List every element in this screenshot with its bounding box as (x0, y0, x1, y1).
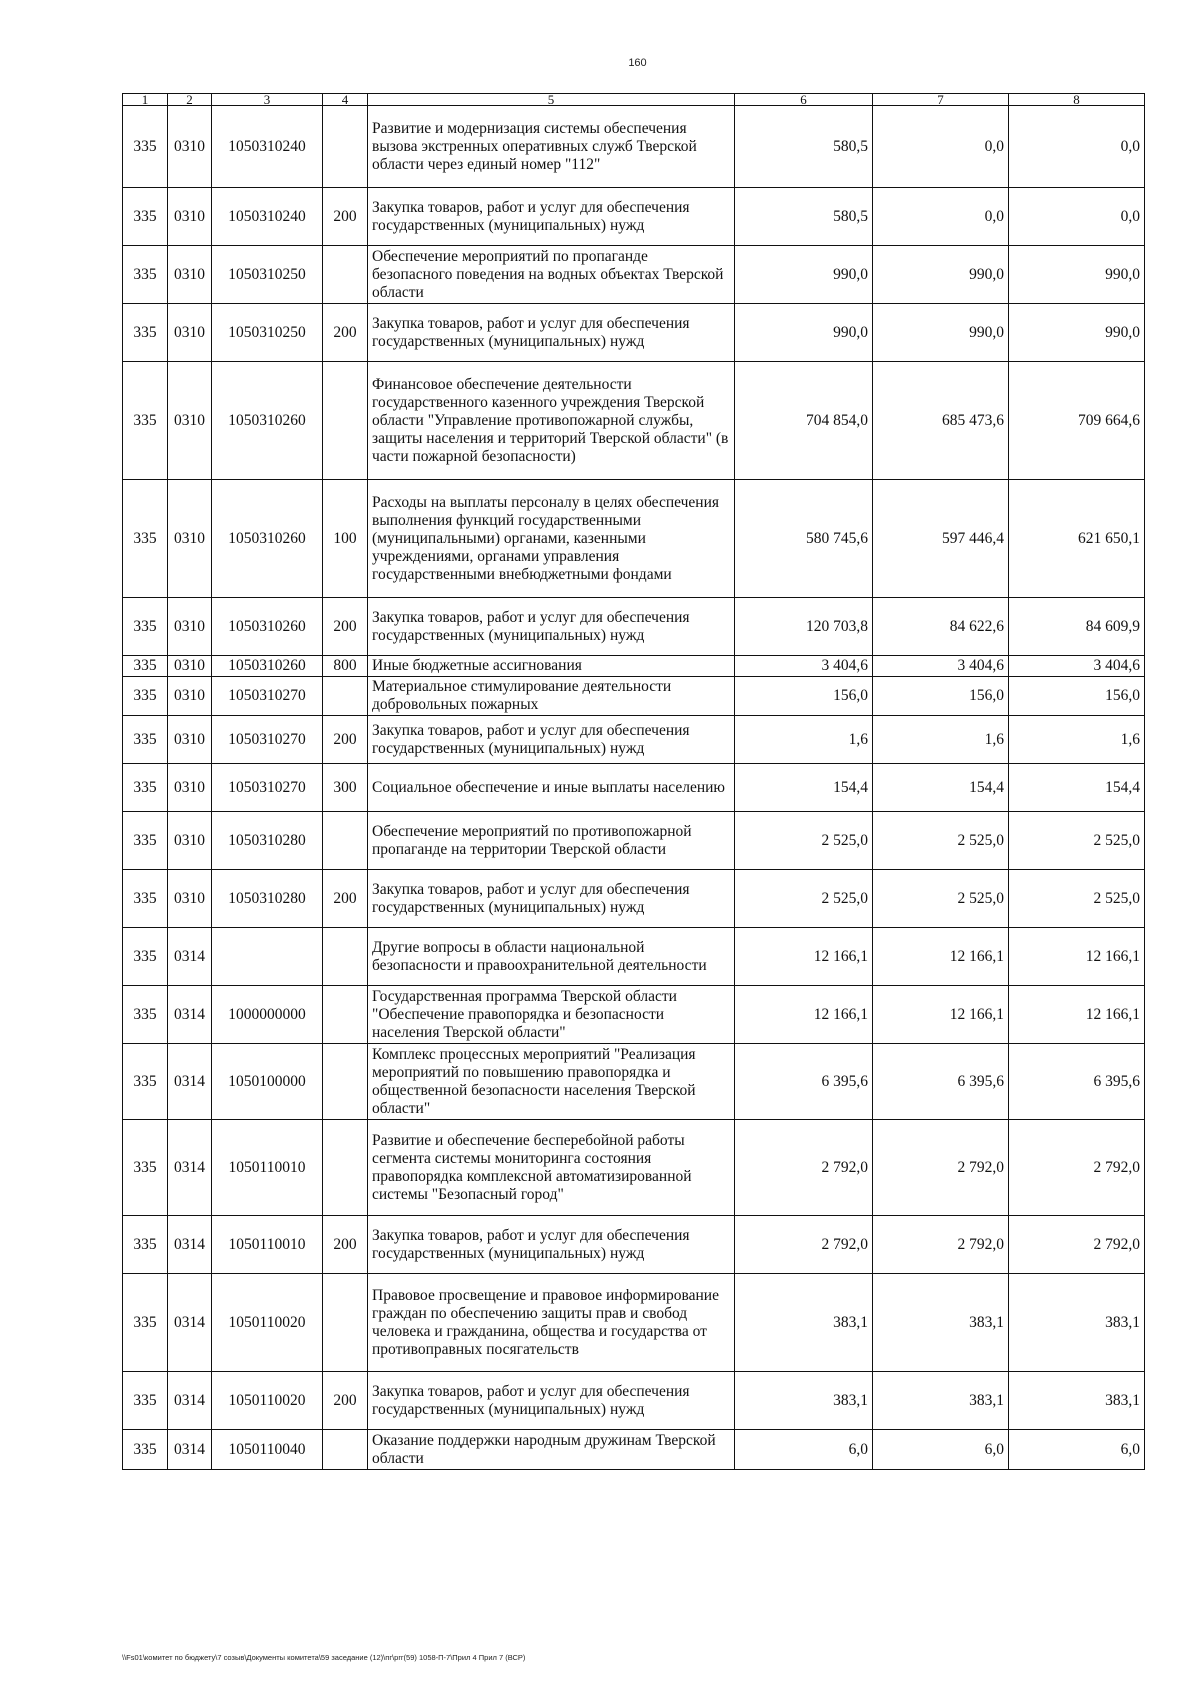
cell-expense-type: 200 (323, 598, 368, 656)
cell-target-article: 1050310250 (212, 304, 323, 362)
column-header: 6 (735, 94, 873, 106)
cell-section-code: 0310 (168, 598, 212, 656)
cell-expense-type (323, 106, 368, 188)
cell-section-code: 0314 (168, 1216, 212, 1274)
cell-description: Обеспечение мероприятий по противопожарной пропаганде на территории Тверской области (368, 812, 735, 870)
table-row (123, 480, 1145, 598)
table-row (123, 1372, 1145, 1430)
cell-amount-year-2: 990,0 (873, 246, 1009, 304)
cell-amount-year-3: 2 792,0 (1009, 1120, 1145, 1216)
cell-expense-type: 300 (323, 764, 368, 812)
cell-expense-type (323, 812, 368, 870)
cell-expense-type: 800 (323, 656, 368, 677)
cell-description: Закупка товаров, работ и услуг для обеспечения государственных (муниципальных) нужд (368, 598, 735, 656)
cell-target-article: 1050310270 (212, 677, 323, 716)
cell-amount-year-2: 2 525,0 (873, 870, 1009, 928)
budget-table (122, 93, 1145, 1470)
cell-description: Закупка товаров, работ и услуг для обеспечения государственных (муниципальных) нужд (368, 870, 735, 928)
cell-section-code: 0314 (168, 1044, 212, 1120)
cell-ministry-code: 335 (123, 656, 168, 677)
column-header: 4 (323, 94, 368, 106)
cell-ministry-code: 335 (123, 870, 168, 928)
cell-ministry-code: 335 (123, 986, 168, 1044)
cell-description: Финансовое обеспечение деятельности государственного казенного учреждения Тверской области "Управление противопожарной службы, защиты населения и территорий Тверской области" (в части пожарной безопасности) (368, 362, 735, 480)
cell-amount-year-1: 383,1 (735, 1372, 873, 1430)
table-row (123, 1120, 1145, 1216)
cell-amount-year-2: 2 792,0 (873, 1120, 1009, 1216)
cell-description: Закупка товаров, работ и услуг для обеспечения государственных (муниципальных) нужд (368, 1216, 735, 1274)
table-row (123, 246, 1145, 304)
cell-amount-year-2: 0,0 (873, 188, 1009, 246)
cell-target-article: 1050310280 (212, 812, 323, 870)
table-row (123, 986, 1145, 1044)
cell-section-code: 0310 (168, 106, 212, 188)
table-row (123, 188, 1145, 246)
table-row (123, 716, 1145, 764)
cell-description: Закупка товаров, работ и услуг для обеспечения государственных (муниципальных) нужд (368, 716, 735, 764)
cell-section-code: 0310 (168, 812, 212, 870)
cell-description: Иные бюджетные ассигнования (368, 656, 735, 677)
cell-section-code: 0310 (168, 716, 212, 764)
cell-amount-year-3: 621 650,1 (1009, 480, 1145, 598)
cell-expense-type: 100 (323, 480, 368, 598)
cell-target-article: 1050110020 (212, 1372, 323, 1430)
cell-amount-year-1: 12 166,1 (735, 986, 873, 1044)
cell-section-code: 0314 (168, 928, 212, 986)
cell-amount-year-2: 3 404,6 (873, 656, 1009, 677)
table-row (123, 362, 1145, 480)
cell-section-code: 0310 (168, 246, 212, 304)
table-row (123, 106, 1145, 188)
cell-amount-year-2: 6,0 (873, 1430, 1009, 1470)
column-header: 2 (168, 94, 212, 106)
cell-amount-year-3: 156,0 (1009, 677, 1145, 716)
cell-description: Материальное стимулирование деятельности добровольных пожарных (368, 677, 735, 716)
table-row (123, 656, 1145, 677)
cell-target-article: 1050310240 (212, 106, 323, 188)
cell-amount-year-2: 2 525,0 (873, 812, 1009, 870)
cell-section-code: 0310 (168, 188, 212, 246)
cell-section-code: 0314 (168, 1430, 212, 1470)
table-row (123, 1430, 1145, 1470)
cell-expense-type (323, 1120, 368, 1216)
cell-target-article: 1050110010 (212, 1120, 323, 1216)
cell-expense-type (323, 362, 368, 480)
header-row (123, 94, 1145, 106)
cell-amount-year-1: 990,0 (735, 304, 873, 362)
cell-ministry-code: 335 (123, 1044, 168, 1120)
cell-expense-type: 200 (323, 1372, 368, 1430)
cell-amount-year-1: 704 854,0 (735, 362, 873, 480)
column-header: 1 (123, 94, 168, 106)
cell-ministry-code: 335 (123, 1372, 168, 1430)
cell-ministry-code: 335 (123, 928, 168, 986)
cell-amount-year-1: 2 525,0 (735, 812, 873, 870)
table-row (123, 1274, 1145, 1372)
cell-amount-year-2: 383,1 (873, 1274, 1009, 1372)
cell-amount-year-1: 2 792,0 (735, 1120, 873, 1216)
cell-amount-year-3: 709 664,6 (1009, 362, 1145, 480)
cell-expense-type (323, 928, 368, 986)
cell-amount-year-2: 0,0 (873, 106, 1009, 188)
cell-expense-type (323, 1044, 368, 1120)
cell-amount-year-2: 597 446,4 (873, 480, 1009, 598)
cell-ministry-code: 335 (123, 1430, 168, 1470)
cell-amount-year-2: 6 395,6 (873, 1044, 1009, 1120)
cell-ministry-code: 335 (123, 677, 168, 716)
cell-ministry-code: 335 (123, 598, 168, 656)
cell-expense-type (323, 1430, 368, 1470)
cell-amount-year-3: 12 166,1 (1009, 986, 1145, 1044)
cell-expense-type (323, 677, 368, 716)
cell-expense-type: 200 (323, 1216, 368, 1274)
cell-description: Правовое просвещение и правовое информирование граждан по обеспечению защиты прав и свобод человека и гражданина, общества и государства от противоправных посягательств (368, 1274, 735, 1372)
cell-section-code: 0314 (168, 1120, 212, 1216)
cell-ministry-code: 335 (123, 1274, 168, 1372)
cell-amount-year-1: 580 745,6 (735, 480, 873, 598)
cell-ministry-code: 335 (123, 362, 168, 480)
cell-amount-year-2: 990,0 (873, 304, 1009, 362)
table-row (123, 677, 1145, 716)
cell-section-code: 0314 (168, 1372, 212, 1430)
cell-amount-year-1: 3 404,6 (735, 656, 873, 677)
cell-target-article: 1000000000 (212, 986, 323, 1044)
cell-section-code: 0314 (168, 1274, 212, 1372)
cell-target-article: 1050110010 (212, 1216, 323, 1274)
footer-file-path: \\Fs01\комитет по бюджету\7 созыв\Документы комитета\59 заседание (12)\пг\prг(59) 1058-П-7\Прил 4 Прил 7 (ВСР) (122, 1653, 526, 1662)
cell-ministry-code: 335 (123, 716, 168, 764)
cell-description: Оказание поддержки народным дружинам Тверской области (368, 1430, 735, 1470)
cell-expense-type (323, 986, 368, 1044)
cell-amount-year-3: 84 609,9 (1009, 598, 1145, 656)
cell-amount-year-3: 3 404,6 (1009, 656, 1145, 677)
cell-amount-year-3: 0,0 (1009, 188, 1145, 246)
cell-amount-year-2: 685 473,6 (873, 362, 1009, 480)
cell-description: Закупка товаров, работ и услуг для обеспечения государственных (муниципальных) нужд (368, 304, 735, 362)
cell-target-article: 1050310280 (212, 870, 323, 928)
cell-target-article: 1050310270 (212, 716, 323, 764)
cell-ministry-code: 335 (123, 480, 168, 598)
cell-description: Развитие и обеспечение бесперебойной работы сегмента системы мониторинга состояния правопорядка комплексной автоматизированной системы "Безопасный город" (368, 1120, 735, 1216)
cell-section-code: 0310 (168, 677, 212, 716)
table-row (123, 1044, 1145, 1120)
cell-target-article: 1050310260 (212, 362, 323, 480)
table-row (123, 304, 1145, 362)
cell-ministry-code: 335 (123, 1120, 168, 1216)
cell-section-code: 0310 (168, 656, 212, 677)
page-number: 160 (628, 57, 647, 69)
cell-amount-year-3: 990,0 (1009, 304, 1145, 362)
cell-target-article (212, 928, 323, 986)
cell-amount-year-1: 990,0 (735, 246, 873, 304)
cell-target-article: 1050310270 (212, 764, 323, 812)
cell-ministry-code: 335 (123, 764, 168, 812)
column-header: 5 (368, 94, 735, 106)
cell-section-code: 0310 (168, 764, 212, 812)
cell-ministry-code: 335 (123, 188, 168, 246)
cell-expense-type: 200 (323, 304, 368, 362)
cell-amount-year-2: 1,6 (873, 716, 1009, 764)
cell-section-code: 0314 (168, 986, 212, 1044)
column-header: 7 (873, 94, 1009, 106)
cell-amount-year-2: 12 166,1 (873, 986, 1009, 1044)
cell-amount-year-3: 383,1 (1009, 1274, 1145, 1372)
cell-amount-year-1: 6,0 (735, 1430, 873, 1470)
cell-amount-year-1: 156,0 (735, 677, 873, 716)
cell-target-article: 1050110040 (212, 1430, 323, 1470)
cell-amount-year-3: 2 525,0 (1009, 812, 1145, 870)
cell-amount-year-1: 2 525,0 (735, 870, 873, 928)
cell-amount-year-3: 2 792,0 (1009, 1216, 1145, 1274)
cell-amount-year-2: 84 622,6 (873, 598, 1009, 656)
table-row (123, 812, 1145, 870)
cell-target-article: 1050110020 (212, 1274, 323, 1372)
cell-amount-year-3: 154,4 (1009, 764, 1145, 812)
cell-section-code: 0310 (168, 870, 212, 928)
cell-amount-year-3: 1,6 (1009, 716, 1145, 764)
cell-target-article: 1050310250 (212, 246, 323, 304)
table-row (123, 764, 1145, 812)
cell-amount-year-3: 990,0 (1009, 246, 1145, 304)
cell-description: Расходы на выплаты персоналу в целях обеспечения выполнения функций государственными (муниципальными) органами, казенными учреждениями, органами управления государственными внебюджетными фондами (368, 480, 735, 598)
table-row (123, 928, 1145, 986)
cell-amount-year-1: 580,5 (735, 106, 873, 188)
cell-amount-year-2: 2 792,0 (873, 1216, 1009, 1274)
table-row (123, 1216, 1145, 1274)
cell-ministry-code: 335 (123, 304, 168, 362)
cell-target-article: 1050100000 (212, 1044, 323, 1120)
cell-description: Социальное обеспечение и иные выплаты населению (368, 764, 735, 812)
cell-amount-year-2: 12 166,1 (873, 928, 1009, 986)
cell-expense-type: 200 (323, 188, 368, 246)
cell-amount-year-1: 580,5 (735, 188, 873, 246)
cell-description: Другие вопросы в области национальной безопасности и правоохранительной деятельности (368, 928, 735, 986)
table-row (123, 870, 1145, 928)
column-header: 8 (1009, 94, 1145, 106)
cell-ministry-code: 335 (123, 1216, 168, 1274)
cell-description: Закупка товаров, работ и услуг для обеспечения государственных (муниципальных) нужд (368, 1372, 735, 1430)
cell-amount-year-1: 2 792,0 (735, 1216, 873, 1274)
cell-amount-year-1: 154,4 (735, 764, 873, 812)
cell-section-code: 0310 (168, 304, 212, 362)
cell-description: Закупка товаров, работ и услуг для обеспечения государственных (муниципальных) нужд (368, 188, 735, 246)
cell-amount-year-2: 383,1 (873, 1372, 1009, 1430)
cell-description: Комплекс процессных мероприятий "Реализация мероприятий по повышению правопорядка и общественной безопасности населения Тверской области" (368, 1044, 735, 1120)
cell-expense-type (323, 1274, 368, 1372)
cell-section-code: 0310 (168, 362, 212, 480)
cell-target-article: 1050310260 (212, 480, 323, 598)
cell-amount-year-1: 1,6 (735, 716, 873, 764)
cell-ministry-code: 335 (123, 106, 168, 188)
cell-amount-year-3: 6 395,6 (1009, 1044, 1145, 1120)
cell-amount-year-1: 6 395,6 (735, 1044, 873, 1120)
cell-amount-year-3: 6,0 (1009, 1430, 1145, 1470)
cell-amount-year-3: 12 166,1 (1009, 928, 1145, 986)
column-header: 3 (212, 94, 323, 106)
cell-expense-type: 200 (323, 870, 368, 928)
cell-amount-year-1: 12 166,1 (735, 928, 873, 986)
cell-ministry-code: 335 (123, 246, 168, 304)
cell-amount-year-1: 383,1 (735, 1274, 873, 1372)
cell-amount-year-3: 0,0 (1009, 106, 1145, 188)
cell-amount-year-2: 156,0 (873, 677, 1009, 716)
cell-expense-type: 200 (323, 716, 368, 764)
cell-amount-year-2: 154,4 (873, 764, 1009, 812)
cell-amount-year-3: 383,1 (1009, 1372, 1145, 1430)
cell-description: Развитие и модернизация системы обеспечения вызова экстренных оперативных служб Тверской области через единый номер "112" (368, 106, 735, 188)
cell-amount-year-3: 2 525,0 (1009, 870, 1145, 928)
cell-ministry-code: 335 (123, 812, 168, 870)
cell-target-article: 1050310260 (212, 598, 323, 656)
cell-section-code: 0310 (168, 480, 212, 598)
cell-amount-year-1: 120 703,8 (735, 598, 873, 656)
cell-expense-type (323, 246, 368, 304)
cell-description: Обеспечение мероприятий по пропаганде безопасного поведения на водных объектах Тверской области (368, 246, 735, 304)
table-row (123, 598, 1145, 656)
cell-description: Государственная программа Тверской области "Обеспечение правопорядка и безопасности населения Тверской области" (368, 986, 735, 1044)
cell-target-article: 1050310260 (212, 656, 323, 677)
cell-target-article: 1050310240 (212, 188, 323, 246)
